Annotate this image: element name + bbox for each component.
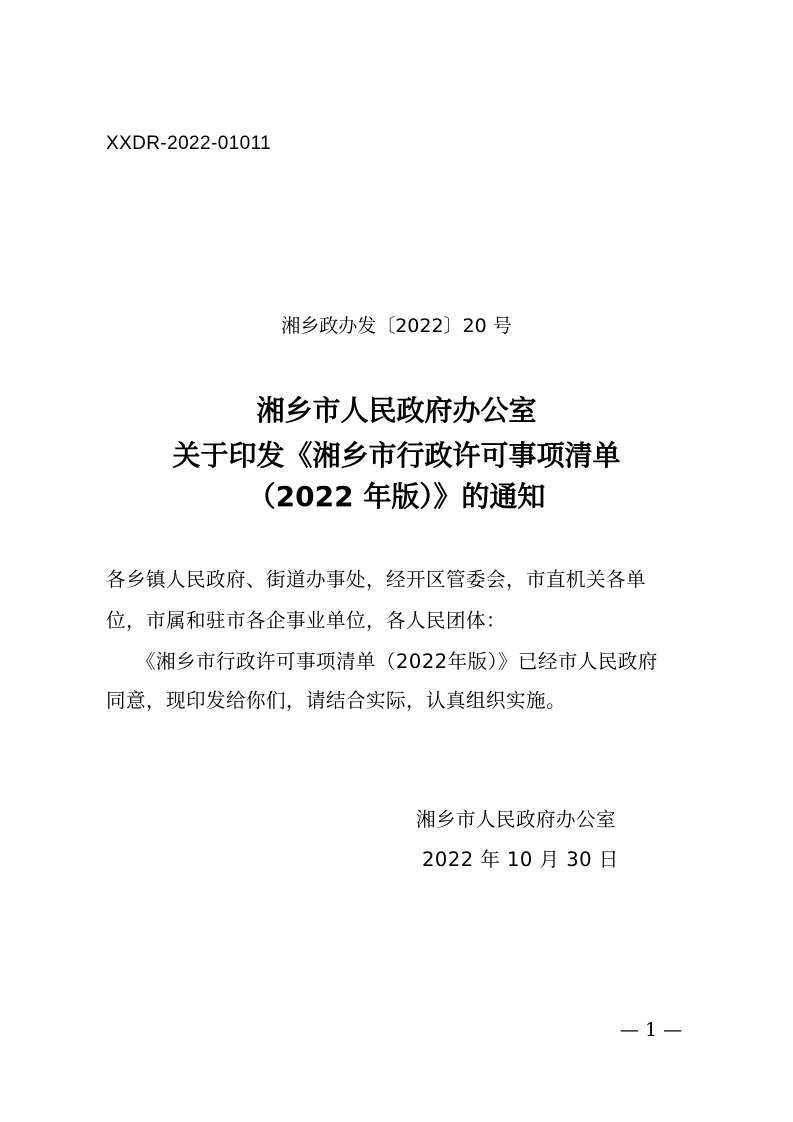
signature-date: 2022 年 10 月 30 日 <box>422 848 619 871</box>
title-line-2: 关于印发《湘乡市行政许可事项清单 <box>172 439 621 472</box>
document-code: XXDR-2022-01011 <box>106 133 272 154</box>
body-paragraph-line-2: 同意，现印发给你们，请结合实际，认真组织实施。 <box>106 689 567 712</box>
document-number: 湘乡政办发〔2022〕20 号 <box>281 315 512 337</box>
signature-organization: 湘乡市人民政府办公室 <box>416 808 617 831</box>
title-line-3: （2022 年版）》的通知 <box>247 480 546 513</box>
title-line-1: 湘乡市人民政府办公室 <box>256 394 537 427</box>
page-number: — 1 — <box>620 1019 683 1041</box>
body-paragraph-line-1: 《湘乡市行政许可事项清单（2022年版）》已经市人民政府 <box>136 650 658 673</box>
recipients-line-1: 各乡镇人民政府、街道办事处，经开区管委会，市直机关各单 <box>106 568 647 591</box>
recipients-line-2: 位，市属和驻市各企事业单位，各人民团体： <box>106 609 507 632</box>
